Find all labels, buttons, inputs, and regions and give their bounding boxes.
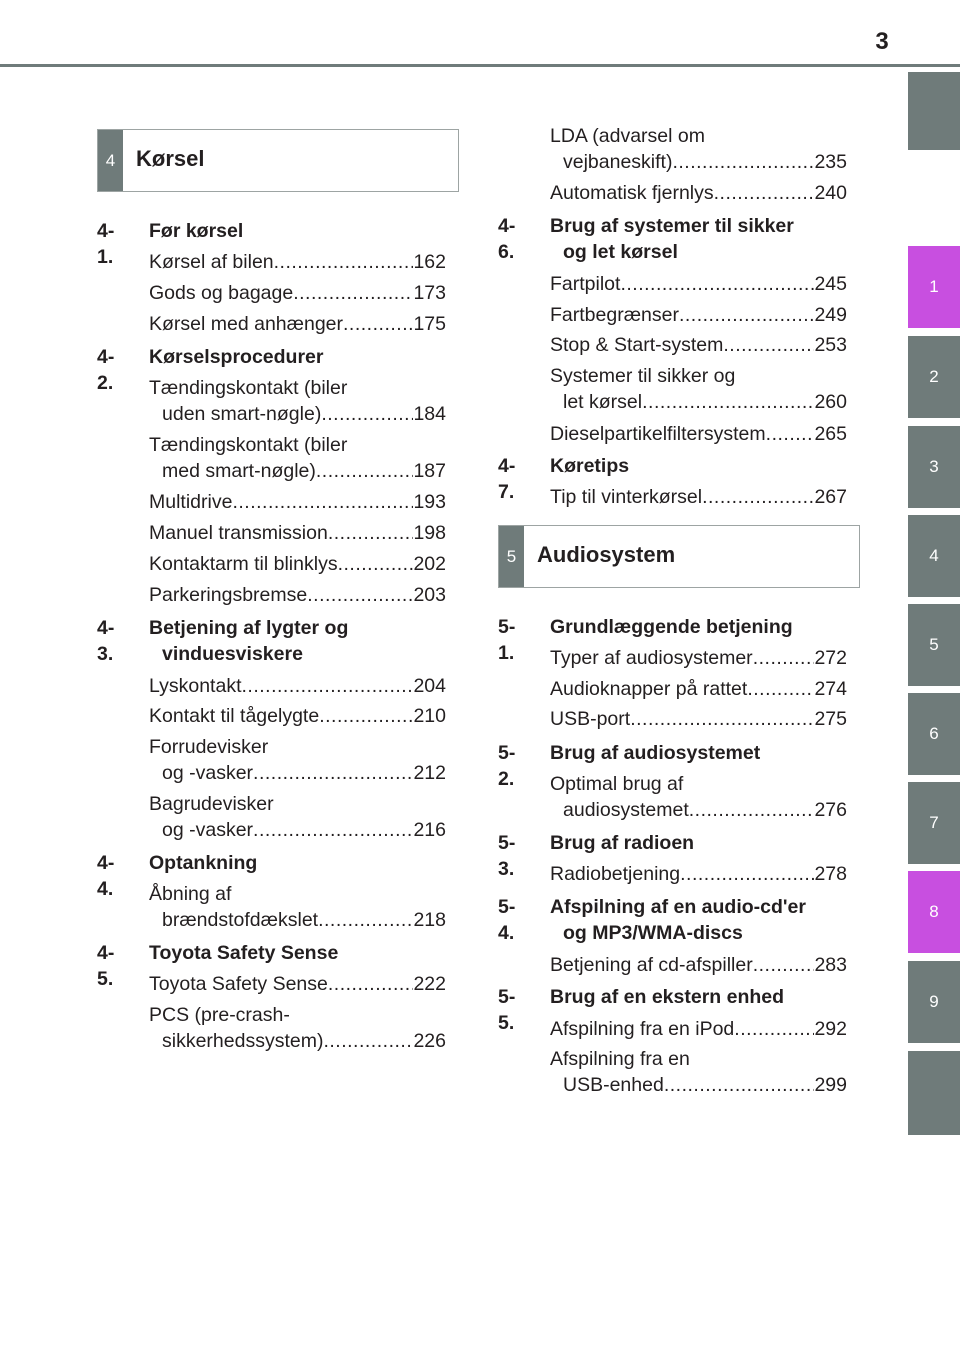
chapter-tab-blank-top[interactable] <box>908 72 960 150</box>
chapter-tab-5[interactable]: 5 <box>908 604 960 686</box>
toc-entry[interactable]: USB-port ..... 275 <box>550 706 847 732</box>
chapter-tab-4[interactable]: 4 <box>908 515 960 597</box>
toc-entry[interactable]: Stop & Start-system ..... 253 <box>550 332 847 358</box>
toc-entry[interactable]: Audioknapper på rattet ..... 274 <box>550 676 847 702</box>
toc-entry[interactable]: Toyota Safety Sense ..... 222 <box>149 971 446 997</box>
toc-entry[interactable]: Fartpilot ..... 245 <box>550 271 847 297</box>
chapter-tab-9[interactable]: 9 <box>908 961 960 1043</box>
section-4-title: Kørsel <box>136 146 205 171</box>
toc-entry[interactable]: Dieselpartikelfiltersystem ..... 265 <box>550 421 847 447</box>
toc-entry[interactable]: Betjening af cd-afspiller ..... 283 <box>550 952 847 978</box>
toc-entry[interactable]: Kontaktarm til blinklys ..... 202 <box>149 551 446 577</box>
toc-entry[interactable]: Afspilning fra en iPod ..... 292 <box>550 1016 847 1042</box>
toc-entry[interactable]: Optimal brug af audiosystemet ..... 276 <box>550 771 847 823</box>
toc-entry[interactable]: Fartbegrænser ..... 249 <box>550 302 847 328</box>
toc-entry[interactable]: Tip til vinterkørsel ..... 267 <box>550 484 847 510</box>
section-5-title: Audiosystem <box>537 542 676 567</box>
toc-entry[interactable]: Typer af audiosystemer ..... 272 <box>550 645 847 671</box>
chapter-tab-blank-bottom[interactable] <box>908 1051 960 1135</box>
header-rule <box>0 64 960 67</box>
toc-entry[interactable]: Parkeringsbremse ..... 203 <box>149 582 446 608</box>
toc-entry[interactable]: Lyskontakt ..... 204 <box>149 673 446 699</box>
toc-entry[interactable]: Multidrive ..... 193 <box>149 489 446 515</box>
toc-entry[interactable]: Kontakt til tågelygte ..... 210 <box>149 703 446 729</box>
toc-entry[interactable]: Forrudevisker og -vasker ..... 212 <box>149 734 446 786</box>
toc-entry[interactable]: Afspilning fra en USB-enhed ..... 299 <box>550 1046 847 1098</box>
toc-entry[interactable]: Automatisk fjernlys ..... 240 <box>550 180 847 206</box>
section-5-number: 5 <box>499 526 524 587</box>
toc-entry[interactable]: Radiobetjening ..... 278 <box>550 861 847 887</box>
chapter-tab-3[interactable]: 3 <box>908 426 960 508</box>
toc-entry[interactable]: Åbning af brændstofdækslet ..... 218 <box>149 881 446 933</box>
toc-entry[interactable]: Tændingskontakt (biler med smart-nøgle) ..... 187 <box>149 432 446 484</box>
chapter-tab-6[interactable]: 6 <box>908 693 960 775</box>
toc-entry[interactable]: Manuel transmission ..... 198 <box>149 520 446 546</box>
toc-entry[interactable]: Systemer til sikker og let kørsel ..... 260 <box>550 363 847 415</box>
toc-entry[interactable]: Kørsel af bilen ..... 162 <box>149 249 446 275</box>
page-number: 3 <box>875 28 889 55</box>
toc-entry[interactable]: Gods og bagage ..... 173 <box>149 280 446 306</box>
toc-entry[interactable]: PCS (pre-crash- sikkerhedssystem) ..... 226 <box>149 1002 446 1054</box>
section-4-number: 4 <box>98 130 123 191</box>
section-4-header <box>97 129 459 192</box>
toc-entry[interactable]: LDA (advarsel om vejbaneskift) ..... 235 <box>550 123 847 175</box>
toc-entry[interactable]: Bagrudevisker og -vasker ..... 216 <box>149 791 446 843</box>
chapter-tab-8[interactable]: 8 <box>908 871 960 953</box>
section-5-header <box>498 525 860 588</box>
chapter-tab-2[interactable]: 2 <box>908 336 960 418</box>
toc-entry[interactable]: Tændingskontakt (biler uden smart-nøgle) ..... 184 <box>149 375 446 427</box>
chapter-tab-7[interactable]: 7 <box>908 782 960 864</box>
toc-entry[interactable]: Kørsel med anhænger ..... 175 <box>149 311 446 337</box>
chapter-tab-1[interactable]: 1 <box>908 246 960 328</box>
